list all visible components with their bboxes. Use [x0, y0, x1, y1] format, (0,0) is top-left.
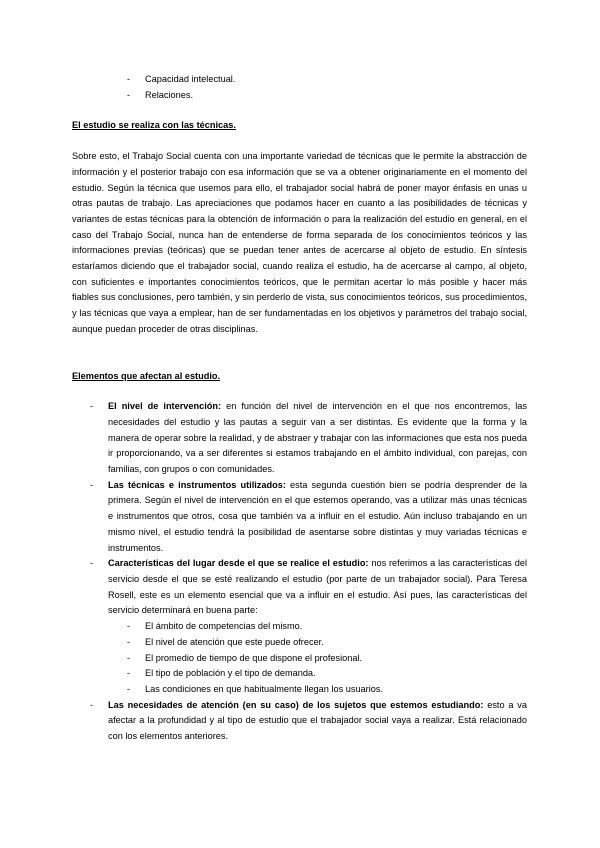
list-item-text: Relaciones.: [145, 89, 194, 100]
sub-list-item-text: El nivel de atención que este puede ofrecer.: [145, 636, 324, 647]
dash-marker: -: [127, 89, 131, 100]
list-item: [72, 556, 527, 619]
dash-marker: -: [127, 652, 131, 663]
sub-list-item: [72, 619, 527, 635]
bullet-title: El nivel de intervención:: [108, 401, 222, 412]
list-item: [72, 72, 527, 88]
dash-marker: -: [90, 558, 94, 569]
list-item: [72, 88, 527, 104]
sub-list-item: [72, 682, 527, 698]
sub-list-item-text: El promedio de tiempo de que dispone el profesional.: [145, 652, 363, 663]
section-heading-tecnicas: El estudio se realiza con las técnicas.: [72, 120, 236, 131]
dash-marker: -: [127, 636, 131, 647]
sub-list-item: [72, 666, 527, 682]
list-item: [72, 698, 527, 745]
bullet-title: Características del lugar desde el que se realice el estudio:: [108, 558, 369, 569]
sub-list-item-text: El ámbito de competencias del mismo.: [145, 621, 303, 632]
bullet-title: Las técnicas e instrumentos utilizados:: [108, 479, 286, 490]
dash-marker: -: [90, 479, 94, 490]
dash-marker: -: [90, 699, 94, 710]
dash-marker: -: [127, 74, 131, 84]
bullet-text: esto a va afectar a la profundidad y al tipo de estudio que el trabajador social vaya a realizar. Está relacionado con los elementos anteriores.: [108, 699, 527, 742]
list-item-text: Capacidad intelectual.: [145, 74, 236, 84]
sub-list-item: [72, 635, 527, 651]
bullet-text: esta segunda cuestión bien se podría desprender de la primera. Según el nivel de intervención en el que estemos operando, vas a utilizar más unas técnicas e instrumentos que otros, cosa que también va a influir en el estudio. Aún incluso trabajando en un mismo nivel, el estudio tendrá la posibilidad de asentarse sobre distintas y muy variadas técnicas e instrumentos.: [108, 479, 527, 553]
list-item: [72, 478, 527, 557]
bullet-title: Las necesidades de atención (en su caso) de los sujetos que estemos estudiando:: [108, 699, 484, 710]
sub-list-item-text: El tipo de población y el tipo de demanda.: [145, 668, 316, 679]
bullet-text: en función del nivel de intervención en el que nos encontremos, las necesidades del estudio y las pautas a seguir van a ser distintas. Es evidente que la forma y la manera de operar sobre la realidad, y de abstraer y trabajar con las informaciones que esta nos pueda ir proporcionando, va a ser diferentes si estamos trabajando en el ámbito individual, con parejas, con familias, con grupos o con comunidades.: [108, 401, 528, 475]
list-item: [72, 399, 527, 478]
dash-marker: -: [127, 668, 131, 679]
dash-marker: -: [90, 401, 94, 412]
paragraph-tecnicas: Sobre esto, el Trabajo Social cuenta con una importante variedad de técnicas que le permite la abstracción de información y el posterior trabajo con esa información que se va a obtener originariamente en el momento del estudio. Según la técnica que usemos para ello, el trabajador social habrá de poner mayor énfasis en unas u otras pautas de trabajo. Las apreciaciones que podamos hacer en cuanto a las posibilidades de técnicas y variantes de estas técnicas para la obtención de información o para la realización del estudio en general, en el caso del Trabajo Social, nunca han de entenderse de forma separada de los conocimientos teóricos y las informaciones previas (teóricas) que se puedan tener antes de acercarse al objeto de estudio. En síntesis estaríamos diciendo que el trabajador social, cuando realiza el estudio, ha de acercarse al campo, al objeto, con suficientes e importantes conocimientos teóricos, que le permitan acertar lo más posible y hacer más fiables sus conclusiones, pero también, y sin perderlo de vista, sus conocimientos teóricos, sus procedimientos, y las técnicas que vaya a emplear, han de ser fundamentadas en los objetivos y parámetros del trabajo social, aunque puedan proceder de otras disciplinas.: [72, 151, 527, 334]
document-page: [72, 72, 527, 745]
sub-list-item: [72, 651, 527, 667]
bullet-text: nos referimos a las características del servicio desde el que se esté realizando el estudio (por parte de un trabajador social). Para Teresa Rosell, este es un elemento esencial que va a influir en el estudio. Así pues, las características del servicio determinará en buena parte:: [108, 558, 528, 616]
dash-marker: -: [127, 683, 131, 694]
dash-marker: -: [127, 621, 131, 632]
section-heading-elementos: Elementos que afectan al estudio.: [72, 370, 221, 381]
sub-list-item-text: Las condiciones en que habitualmente llegan los usuarios.: [145, 683, 384, 694]
